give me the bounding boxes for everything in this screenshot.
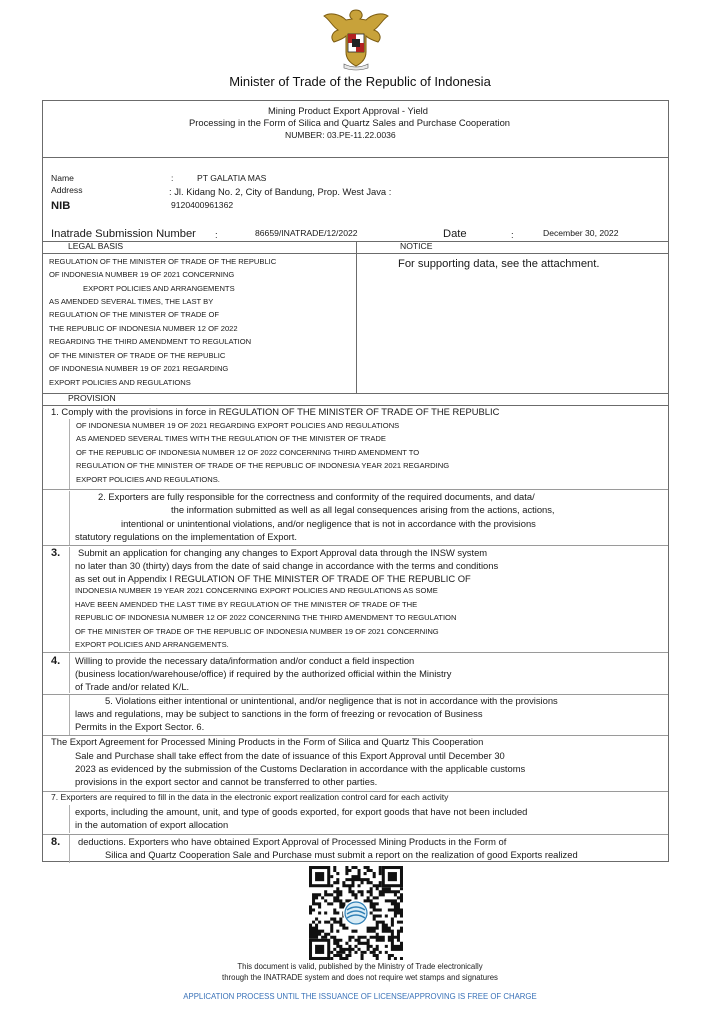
provision-8-line: deductions. Exporters who have obtained Export Approval of Processed Mining Products in the Form of	[78, 836, 507, 847]
provision-2-line: the information submitted as well as all legal consequences arising from the actions, actions,	[171, 504, 555, 515]
date-label: Date	[443, 228, 467, 240]
legal-line: EXPORT POLICIES AND REGULATIONS	[49, 378, 191, 387]
notice-header: NOTICE	[400, 241, 433, 251]
provision-8-number: 8.	[51, 836, 61, 848]
ministry-title: Minister of Trade of the Republic of Indonesia	[229, 74, 491, 89]
date-colon: :	[511, 229, 514, 240]
provision-3-line: EXPORT POLICIES AND ARRANGEMENTS.	[75, 640, 229, 649]
provision-2-line: 2. Exporters are fully responsible for the correctness and conformity of the required documents, and data/	[98, 491, 535, 502]
company-name: PT GALATIA MAS	[197, 173, 267, 183]
validity-note-line2: through the INATRADE system and does not require wet stamps and signatures	[222, 973, 498, 982]
provision-6-line: provisions in the export sector and cannot be transferred to other parties.	[75, 776, 378, 787]
approval-number: NUMBER: 03.PE-11.22.0036	[285, 130, 396, 140]
nib-label: NIB	[51, 200, 71, 212]
provision-7-line: 7. Exporters are required to fill in the data in the electronic export realization control card for each activity	[51, 792, 449, 802]
validity-note-line1: This document is valid, published by the Ministry of Trade electronically	[237, 962, 483, 971]
legal-line: REGULATION OF THE MINISTER OF TRADE OF	[49, 310, 220, 319]
qr-code-icon[interactable]	[309, 866, 403, 960]
provision-6-line: The Export Agreement for Processed Mining Products in the Form of Silica and Quartz This Cooperation	[51, 736, 484, 747]
legal-line: REGARDING THE THIRD AMENDMENT TO REGULATION	[49, 337, 252, 346]
provision-3-line: no later than 30 (thirty) days from the date of said change in accordance with the terms and conditions	[75, 560, 499, 571]
provision-6-line: Sale and Purchase shall take effect from the date of issuance of this Export Approval until December 30	[75, 750, 505, 761]
provision-3-line: as set out in Appendix I REGULATION OF THE MINISTER OF TRADE OF THE REPUBLIC OF	[75, 573, 471, 584]
provision-1-line: AS AMENDED SEVERAL TIMES WITH THE REGULATION OF THE MINISTER OF TRADE	[76, 434, 386, 443]
provision-4-line: Willing to provide the necessary data/information and/or conduct a field inspection	[75, 655, 415, 666]
provision-2-line: statutory regulations on the implementation of Export.	[75, 531, 297, 542]
company-address: : Jl. Kidang No. 2, City of Bandung, Prop. West Java :	[169, 186, 392, 197]
inatrade-number: 86659/INATRADE/12/2022	[255, 228, 358, 238]
address-label: Address	[51, 185, 83, 195]
provision-4-number: 4.	[51, 655, 61, 667]
notice-text: For supporting data, see the attachment.	[398, 258, 600, 270]
provision-5-line: 5. Violations either intentional or unintentional, and/or negligence that is not in accordance with the provisions	[105, 695, 558, 706]
provision-5-line: Permits in the Export Sector. 6.	[75, 721, 205, 732]
nib-value: 9120400961362	[171, 200, 234, 210]
provision-6-line: 2023 as evidenced by the submission of the Customs Declaration in accordance with the applicable customs	[75, 763, 526, 774]
legal-line: OF INDONESIA NUMBER 19 OF 2021 CONCERNING	[49, 270, 235, 279]
provision-3-line: REPUBLIC OF INDONESIA NUMBER 12 OF 2022 CONCERNING THE THIRD AMENDMENT TO REGULATION	[75, 613, 457, 622]
inatrade-colon: :	[215, 229, 218, 240]
provision-4-line: of Trade and/or related K/L.	[75, 681, 190, 692]
legal-line: REGULATION OF THE MINISTER OF TRADE OF THE REPUBLIC	[49, 257, 277, 266]
inatrade-label: Inatrade Submission Number	[51, 228, 196, 240]
legal-line: OF INDONESIA NUMBER 19 OF 2021 REGARDING	[49, 364, 229, 373]
provision-2-line: intentional or unintentional violations, and/or negligence that is not in accordance with the provisions	[121, 518, 536, 529]
legal-line: OF THE MINISTER OF TRADE OF THE REPUBLIC	[49, 351, 226, 360]
provision-1-line: REGULATION OF THE MINISTER OF TRADE OF THE REPUBLIC OF INDONESIA YEAR 2021 REGARDING	[76, 461, 450, 470]
date-value: December 30, 2022	[543, 228, 619, 238]
provision-3-line: OF THE MINISTER OF TRADE OF THE REPUBLIC OF INDONESIA NUMBER 19 OF 2021 CONCERNING	[75, 627, 439, 636]
provision-3-number: 3.	[51, 547, 61, 559]
legal-basis-header: LEGAL BASIS	[68, 241, 124, 251]
provision-3-line: INDONESIA NUMBER 19 YEAR 2021 CONCERNING EXPORT POLICIES AND REGULATIONS AS SOME	[75, 586, 438, 595]
provision-3-line: HAVE BEEN AMENDED THE LAST TIME BY REGULATION OF THE MINISTER OF TRADE OF THE	[75, 600, 418, 609]
provision-7-line: in the automation of export allocation	[75, 819, 229, 830]
legal-line: AS AMENDED SEVERAL TIMES, THE LAST BY	[49, 297, 214, 306]
doc-title-line1: Mining Product Export Approval - Yield	[268, 105, 428, 116]
garuda-emblem-icon	[322, 6, 390, 72]
provision-1-line: EXPORT POLICIES AND REGULATIONS.	[76, 475, 220, 484]
provision-7-line: exports, including the amount, unit, and type of goods exported, for export goods that have not been included	[75, 806, 528, 817]
provision-3-line: Submit an application for changing any changes to Export Approval data through the INSW system	[78, 547, 488, 558]
legal-line: THE REPUBLIC OF INDONESIA NUMBER 12 OF 2022	[49, 324, 238, 333]
legal-line: EXPORT POLICIES AND ARRANGEMENTS	[83, 284, 235, 293]
provision-1-line: OF INDONESIA NUMBER 19 OF 2021 REGARDING EXPORT POLICIES AND REGULATIONS	[76, 421, 400, 430]
provision-1-line: OF THE REPUBLIC OF INDONESIA NUMBER 12 OF 2022 CONCERNING THIRD AMENDMENT TO	[76, 448, 420, 457]
approval-document-frame	[42, 100, 669, 862]
provision-1-line: 1. Comply with the provisions in force in REGULATION OF THE MINISTER OF TRADE OF THE REPUBLIC	[51, 406, 500, 417]
provision-header: PROVISION	[68, 393, 116, 403]
provision-4-line: (business location/warehouse/office) if required by the authorized official within the Ministry	[75, 668, 452, 679]
doc-title-line2: Processing in the Form of Silica and Quartz Sales and Purchase Cooperation	[189, 117, 511, 128]
name-label: Name	[51, 173, 74, 183]
free-of-charge-note: APPLICATION PROCESS UNTIL THE ISSUANCE OF LICENSE/APPROVING IS FREE OF CHARGE	[183, 992, 537, 1001]
provision-8-line: Silica and Quartz Cooperation Sale and Purchase must submit a report on the realization of good Exports realized	[105, 849, 578, 860]
provision-5-line: laws and regulations, may be subject to sanctions in the form of freezing or revocation of Business	[75, 708, 483, 719]
name-colon: :	[171, 173, 174, 183]
